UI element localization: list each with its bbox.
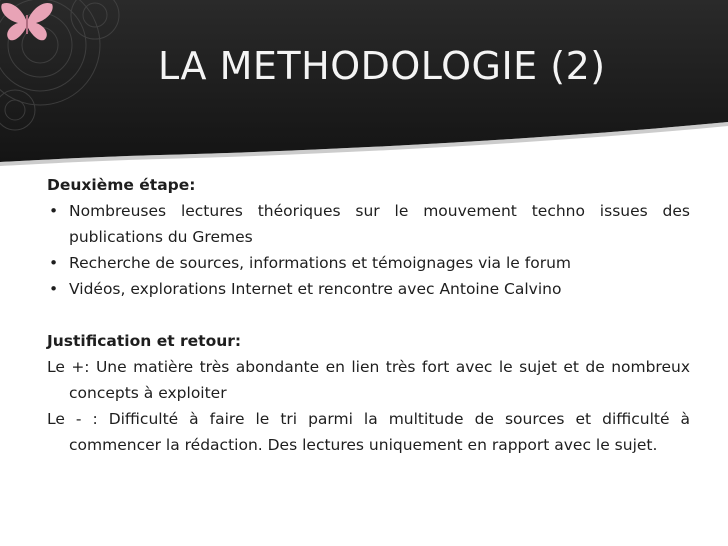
slide-title: LA METHODOLOGIE (2) (158, 44, 606, 88)
bullet-list (47, 198, 690, 302)
spacer (47, 302, 690, 328)
bullet-item: • Vidéos, explorations Internet et rencontre avec Antoine Calvino (47, 276, 690, 302)
slide-header (0, 0, 728, 175)
bullet-item: • Nombreuses lectures théoriques sur le mouvement techno issues des publications du Gremes (47, 198, 690, 250)
section-heading: Deuxième étape: (47, 176, 196, 194)
section-heading: Justification et retour: (47, 332, 242, 350)
slide-content (47, 172, 690, 458)
paragraph: Le +: Une matière très abondante en lien très fort avec le sujet et de nombreux concepts à exploiter (47, 358, 690, 402)
butterfly-icon (0, 0, 54, 44)
bullet-item: • Recherche de sources, informations et témoignages via le forum (47, 250, 690, 276)
paragraph: Le - : Difficulté à faire le tri parmi la multitude de sources et difficulté à commencer la rédaction. Des lectures uniquement en rapport avec le sujet. (47, 410, 690, 454)
